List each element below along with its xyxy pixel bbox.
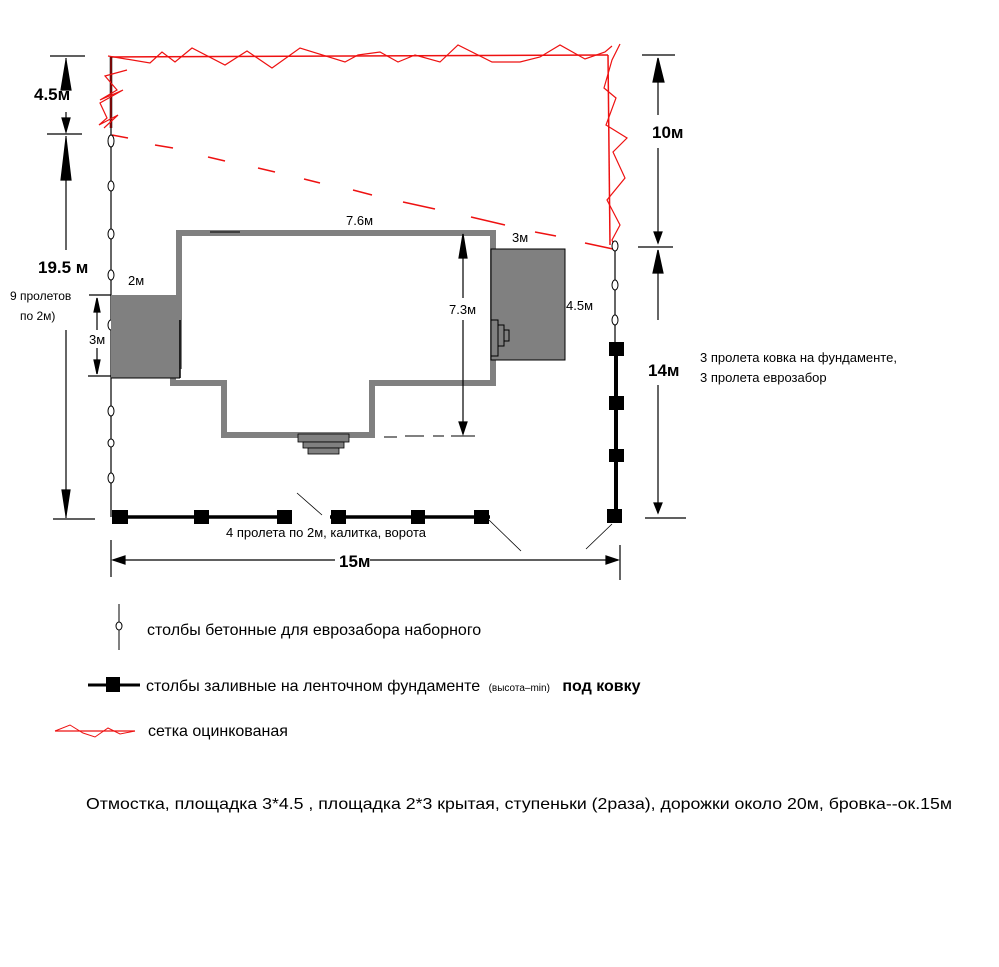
front-steps [298, 434, 349, 454]
dim-porch-height: 3м [89, 332, 106, 347]
front-fence [112, 493, 612, 551]
left-note-line1: 9 пролетов [10, 289, 72, 303]
platform-right [491, 249, 565, 360]
house-extent-dashed [384, 436, 475, 437]
right-note-line2: 3 пролета еврозабор [700, 370, 827, 385]
dim-bottom-total: 15м [339, 552, 371, 571]
legend-item-mesh [55, 723, 288, 740]
dim-right-bottom: 14м [648, 361, 680, 380]
right-fence [607, 241, 624, 523]
legend [55, 604, 641, 740]
dim-platform-width: 3м [512, 230, 529, 245]
legend-label-poured-sub: (высота–min) [488, 683, 550, 694]
dim-right-top: 10м [652, 123, 684, 142]
dim-left-total: 19.5 м [38, 258, 89, 277]
svg-text:столбы заливные на ленточном ф [146, 678, 641, 695]
legend-label-poured-suffix: под ковку [562, 678, 641, 695]
left-note-line2: по 2м) [20, 309, 56, 323]
dim-house-width: 7.6м [346, 213, 374, 228]
mesh-icon [55, 725, 135, 737]
legend-item-poured-post [88, 677, 641, 695]
poured-post-icon [88, 677, 140, 692]
covered-porch-left [111, 295, 180, 378]
dim-house-depth: 7.3м [449, 302, 477, 317]
legend-label-poured: столбы заливные на ленточном фундаменте [146, 678, 481, 695]
legend-label-concrete: столбы бетонные для еврозабора наборного [147, 622, 482, 639]
front-note: 4 пролета по 2м, калитка, ворота [226, 525, 426, 540]
dim-top-left: 4.5м [34, 85, 71, 104]
concrete-post-icon [116, 604, 122, 650]
legend-label-mesh: сетка оцинкованая [148, 723, 288, 740]
dim-porch-width: 2м [128, 273, 145, 288]
legend-item-concrete-post [116, 604, 481, 650]
house-outline [173, 232, 493, 435]
dim-platform-height: 4.5м [566, 298, 594, 313]
footer-note: Отмостка, площадка 3*4.5 , площадка 2*3 крытая, ступеньки (2раза), дорожки около 20м, бровка--ок.15м [86, 796, 953, 813]
right-note-line1: 3 пролета ковка на фундаменте, [700, 350, 897, 365]
